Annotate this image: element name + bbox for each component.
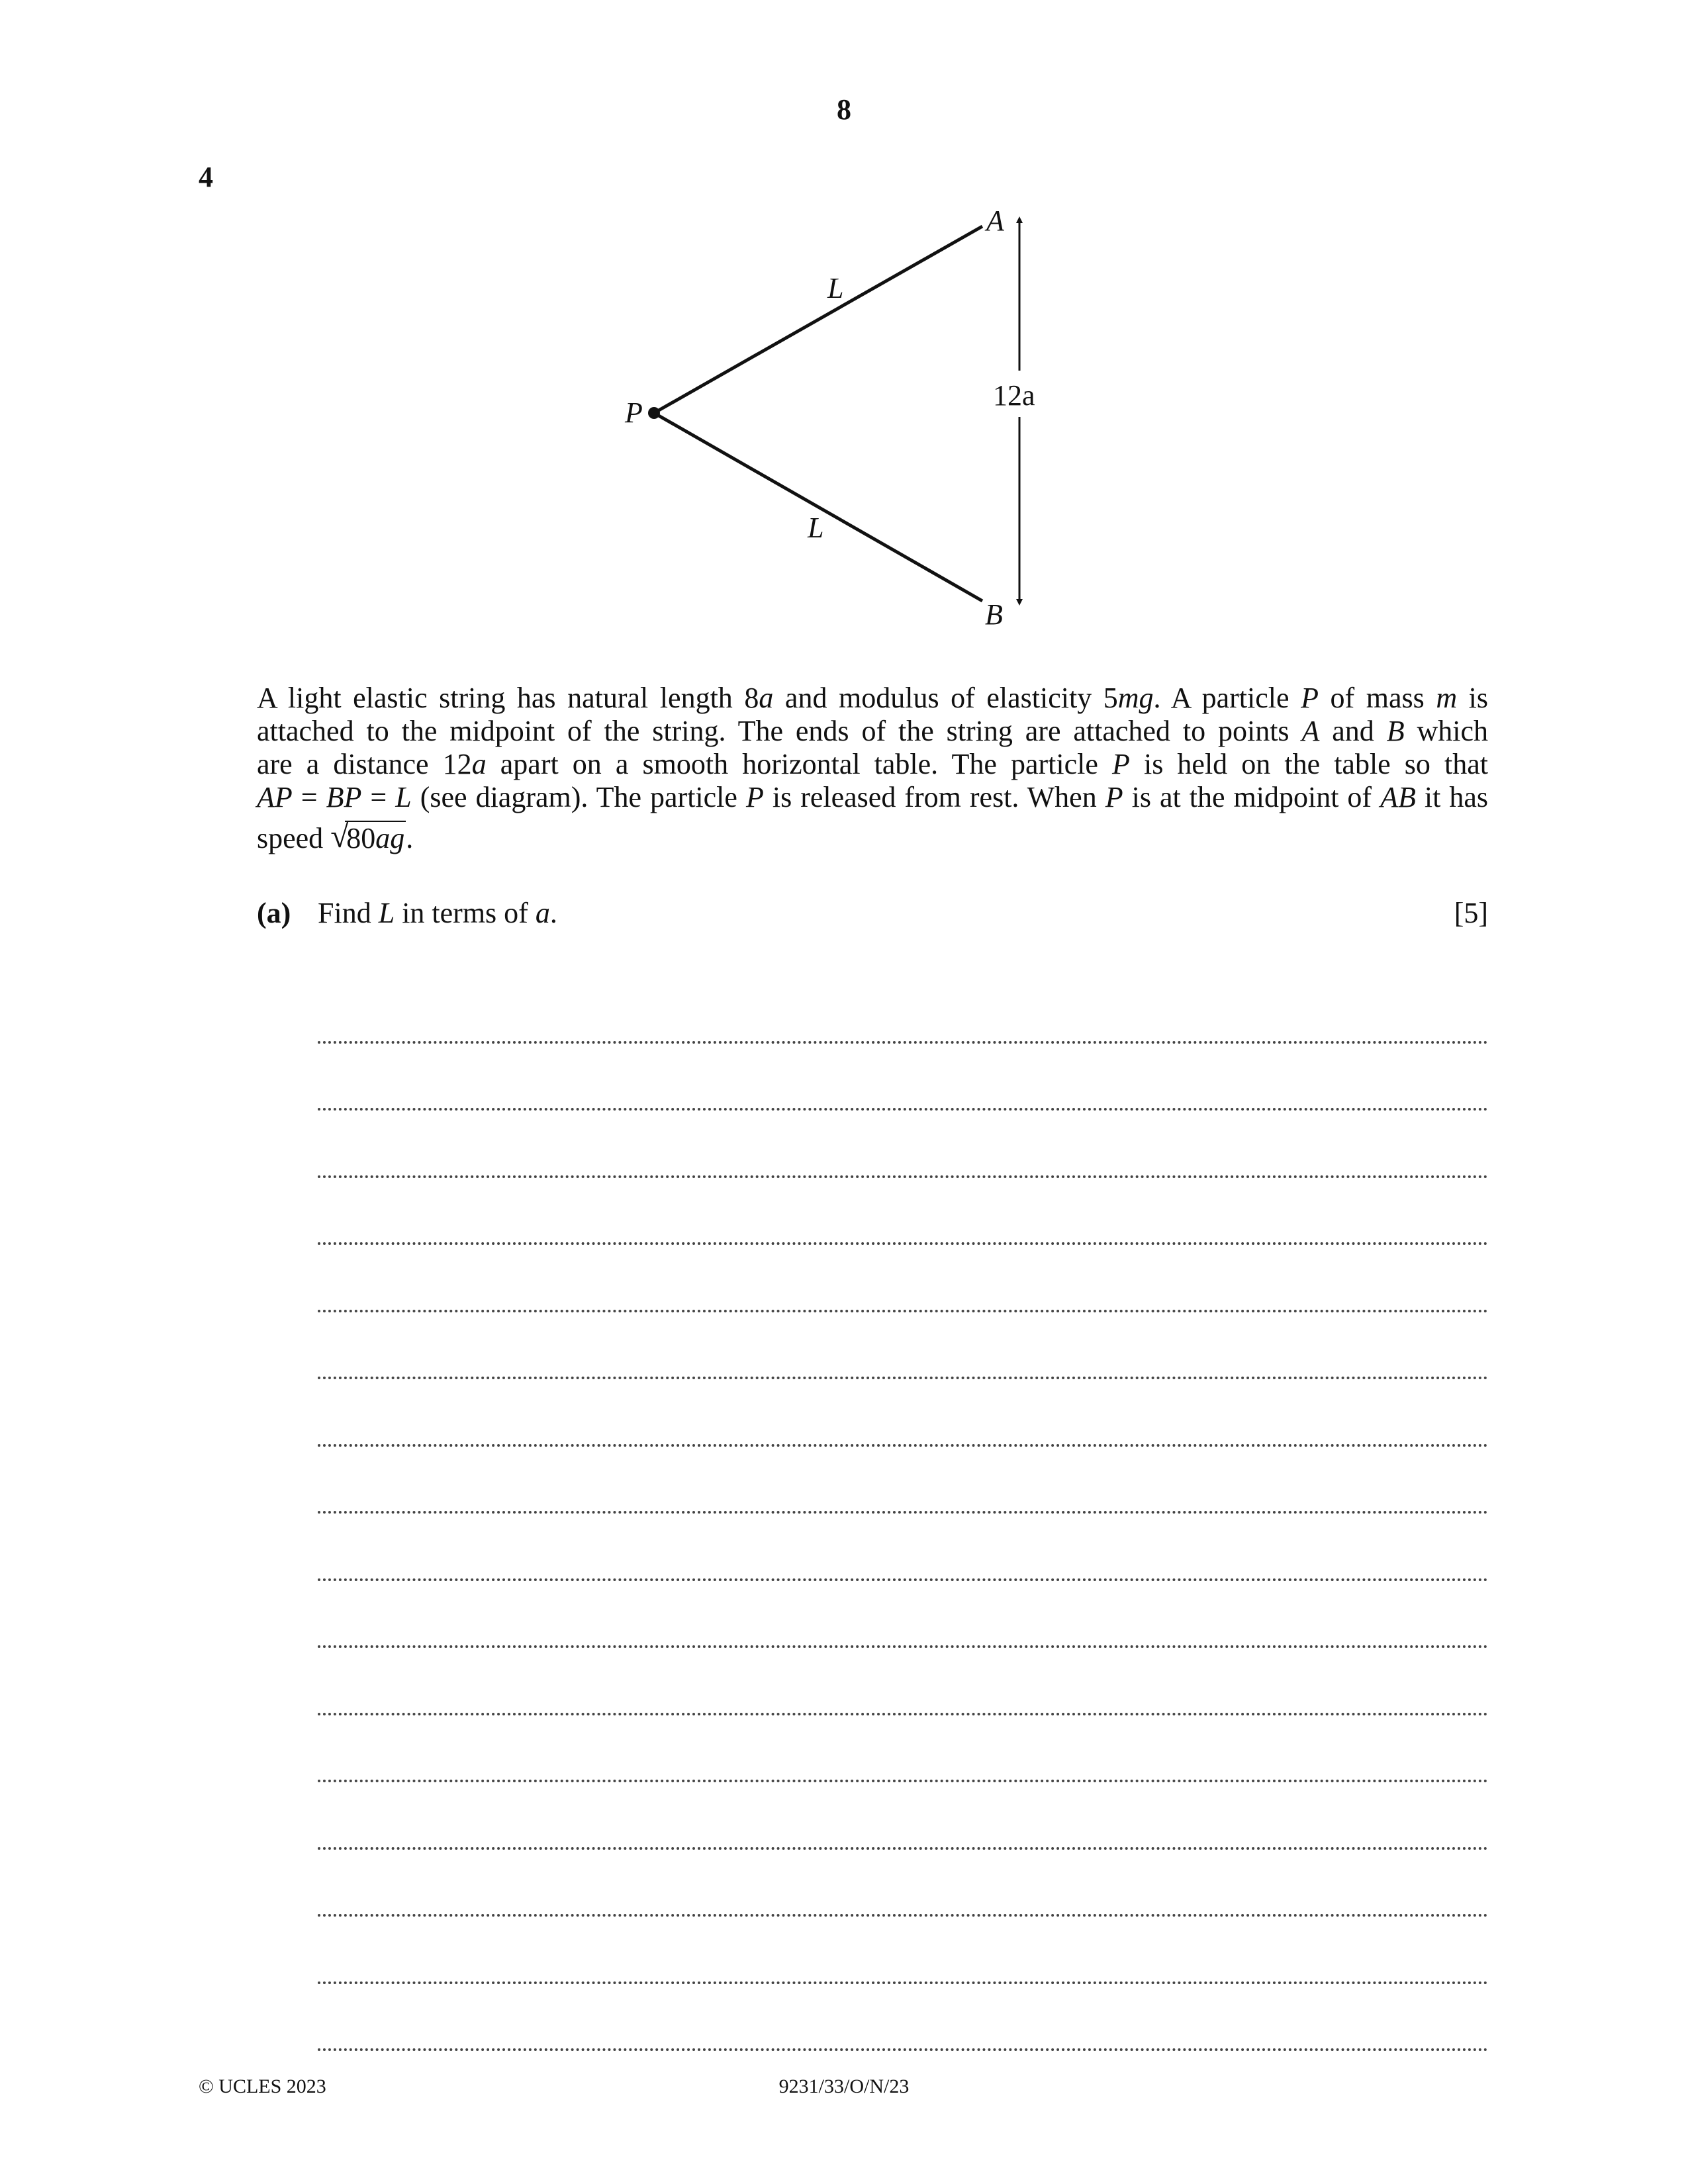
part-a-label: (a) [257, 897, 291, 929]
distance-12a-label: 12a [993, 379, 1035, 412]
string-segment-PA [654, 226, 982, 413]
answer-line[interactable] [318, 976, 1488, 1044]
stem-line-5: speed √ 80ag. [257, 817, 414, 854]
answer-line[interactable] [318, 1514, 1488, 1581]
part-a-marks: [5] [1454, 897, 1488, 929]
speed-sqrt-expression: √ 80ag [330, 817, 405, 854]
length-L-bottom-label: L [808, 512, 824, 544]
answer-line[interactable] [318, 1850, 1488, 1917]
point-A-label: A [986, 205, 1004, 237]
footer-copyright: © UCLES 2023 [199, 2075, 326, 2097]
part-a-prompt: (a) Find L in terms of a. [5] [257, 897, 1488, 929]
question-stem [257, 682, 1488, 855]
particle-P [648, 407, 660, 419]
stem-line-1: A light elastic string has natural length 8a and modulus of elasticity 5mg. A particle P of mass m is [257, 682, 1489, 714]
answer-line[interactable] [318, 1379, 1488, 1447]
string-diagram [0, 0, 1688, 662]
answer-line[interactable] [318, 1581, 1488, 1649]
answer-line[interactable] [318, 1312, 1488, 1380]
answer-line[interactable] [318, 1715, 1488, 1783]
answer-line[interactable] [318, 1245, 1488, 1312]
page-number: 8 [837, 93, 851, 126]
answer-line[interactable] [318, 1178, 1488, 1246]
question-number: 4 [199, 161, 213, 193]
stem-line-3: are a distance 12a apart on a smooth horizontal table. The particle P is held on the table so that [257, 748, 1488, 780]
particle-P-label: P [625, 396, 643, 429]
answer-line[interactable] [318, 1044, 1488, 1111]
footer-paper-code: 9231/33/O/N/23 [778, 2075, 910, 2097]
answer-area[interactable] [318, 976, 1488, 2051]
answer-line[interactable] [318, 1917, 1488, 1984]
answer-line[interactable] [318, 1111, 1488, 1178]
answer-line[interactable] [318, 1782, 1488, 1850]
point-B-label: B [985, 598, 1003, 631]
string-segment-PB [654, 413, 982, 601]
answer-line[interactable] [318, 1648, 1488, 1715]
answer-line[interactable] [318, 1447, 1488, 1514]
stem-line-4: AP = BP = L (see diagram). The particle P is released from rest. When P is at the midpoint of AB it has [257, 781, 1488, 813]
length-L-top-label: L [827, 272, 844, 304]
stem-line-2: attached to the midpoint of the string. The ends of the string are attached to points A and B which [257, 715, 1489, 747]
answer-line[interactable] [318, 1984, 1488, 2052]
